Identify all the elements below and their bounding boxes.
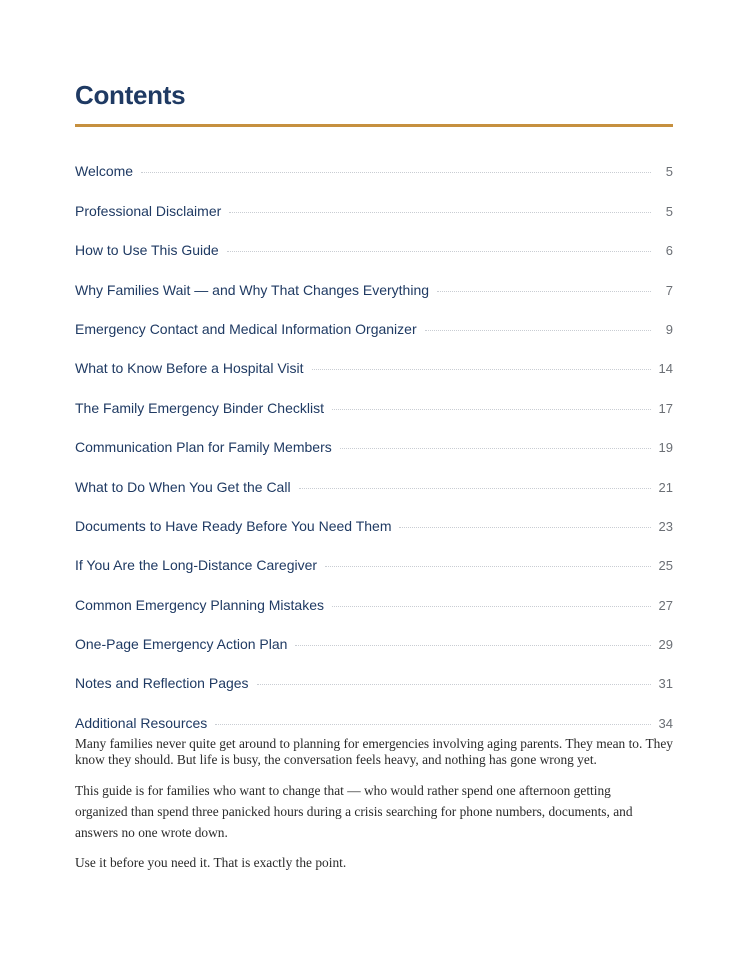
toc-entry-label[interactable]: Communication Plan for Family Members [75,439,332,456]
dot-leader [295,645,650,646]
toc-entry[interactable] [75,337,673,376]
toc-page-number: 27 [658,597,673,613]
toc-entry-label[interactable]: How to Use This Guide [75,242,219,259]
page-title: Contents [75,80,186,110]
toc-entry[interactable] [75,455,673,494]
toc-page-number: 34 [658,715,673,731]
toc-entry-label[interactable]: The Family Emergency Binder Checklist [75,399,324,416]
dot-leader [332,409,651,410]
toc-entry[interactable] [75,258,673,297]
toc-entry-label[interactable]: One-Page Emergency Action Plan [75,636,288,653]
toc-page-number: 25 [658,558,673,574]
toc-entry-label[interactable]: Emergency Contact and Medical Information Organizer [75,320,417,337]
toc-entry-label[interactable]: Welcome [75,163,134,180]
toc-entry[interactable] [75,179,673,218]
toc-page-number: 17 [658,400,673,416]
toc-entry[interactable] [75,376,673,415]
toc-page-number: 14 [658,361,673,377]
toc-page-number: 21 [658,479,673,495]
toc-entry[interactable] [75,691,673,730]
dot-leader [332,606,651,607]
dot-leader [257,684,651,685]
toc-entry-label[interactable]: Additional Resources [75,714,208,731]
toc-entry[interactable] [75,416,673,455]
toc-entry-label[interactable]: What to Do When You Get the Call [75,478,291,495]
toc-entry[interactable] [75,573,673,612]
toc-entry-label[interactable]: Professional Disclaimer [75,202,222,219]
toc-entry-label[interactable]: Common Emergency Planning Mistakes [75,596,324,613]
toc-page-number: 9 [665,321,673,337]
toc-page-number: 31 [658,676,673,692]
toc-entry-label[interactable]: Documents to Have Ready Before You Need Them [75,517,392,534]
title-divider [75,124,673,127]
dot-leader [227,251,651,252]
dot-leader [141,172,651,173]
dot-leader [299,488,651,489]
toc-entry[interactable] [75,298,673,337]
intro-paragraph: Use it before you need it. That is exactly the point. [75,855,347,870]
toc-page-number: 19 [658,440,673,456]
intro-text [75,736,675,883]
toc-page-number: 6 [665,243,673,259]
toc-entry-label[interactable]: If You Are the Long-Distance Caregiver [75,557,318,574]
dot-leader [215,724,650,725]
toc-page-number: 23 [658,518,673,534]
toc-entry[interactable] [75,534,673,573]
intro-paragraph: Many families never quite get around to planning for emergencies involving aging parents. They mean to. They know they should. But life is busy, the conversation feels heavy, and nothing has gone wrong yet. [75,736,673,767]
dot-leader [425,330,651,331]
dot-leader [312,369,651,370]
toc-entry[interactable] [75,495,673,534]
table-of-contents [75,140,673,731]
dot-leader [437,291,651,292]
toc-entry[interactable] [75,219,673,258]
toc-page-number: 5 [665,203,673,219]
toc-page-number: 29 [658,637,673,653]
toc-entry[interactable] [75,613,673,652]
intro-paragraph: This guide is for families who want to change that — who would rather spend one afternoon getting organized than spend three panicked hours during a crisis searching for phone numbers, documents, and answers no one wrote down. [75,783,633,840]
toc-entry-label[interactable]: Why Families Wait — and Why That Changes Everything [75,281,430,298]
toc-page-number: 7 [665,282,673,298]
toc-page-number: 5 [665,164,673,180]
dot-leader [325,566,650,567]
toc-entry[interactable] [75,652,673,691]
toc-entry-label[interactable]: Notes and Reflection Pages [75,675,249,692]
dot-leader [399,527,650,528]
dot-leader [340,448,651,449]
toc-entry-label[interactable]: What to Know Before a Hospital Visit [75,360,304,377]
toc-entry[interactable] [75,140,673,179]
dot-leader [229,212,651,213]
